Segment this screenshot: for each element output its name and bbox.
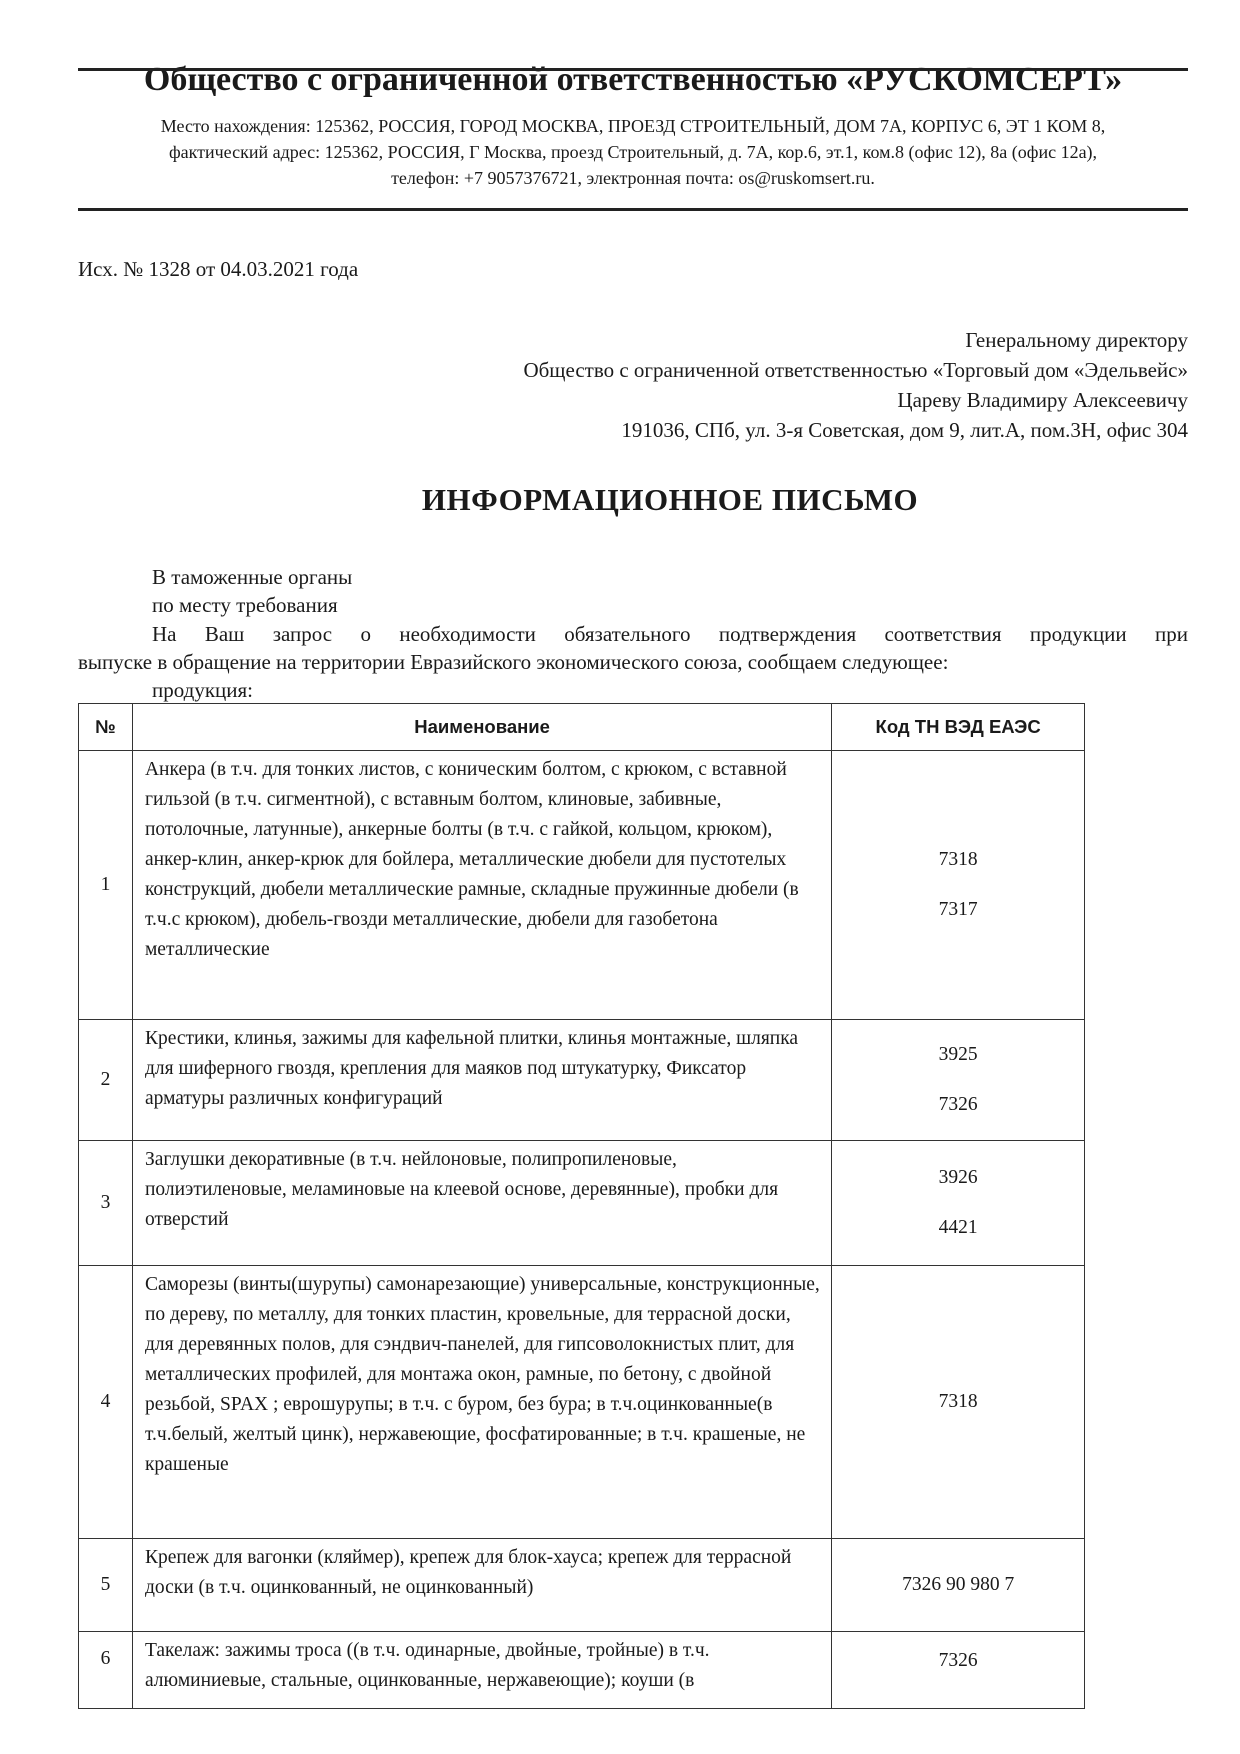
header-top-rule xyxy=(78,68,1188,71)
table-row xyxy=(79,1020,1085,1141)
hs-code: 7326 xyxy=(938,1650,978,1671)
header-name: Наименование xyxy=(132,704,831,751)
actual-address: фактический адрес: 125362, РОССИЯ, Г Москва, проезд Строительный, д. 7А, кор.6, эт.1, ком.8 (офис 12), 8а (офис 12а), xyxy=(168,142,1098,162)
hs-code: 7326 90 980 7 xyxy=(902,1574,1015,1595)
header-bottom-rule xyxy=(78,208,1188,211)
hs-codes xyxy=(832,1539,1085,1632)
row-number: 1 xyxy=(79,751,133,1020)
addressee-address: 191036, СПб, ул. 3-я Советская, дом 9, лит.А, пом.3Н, офис 304 xyxy=(621,418,1188,442)
header-hs-code: Код ТН ВЭД ЕАЭС xyxy=(832,704,1085,751)
table-row xyxy=(79,1632,1085,1709)
hs-code: 3925 xyxy=(938,1044,978,1065)
table-row xyxy=(79,1141,1085,1266)
recipient-line-2: по месту требования xyxy=(152,593,338,617)
row-number: 5 xyxy=(79,1539,133,1632)
addressee-position: Генеральному директору xyxy=(965,328,1188,352)
row-number: 6 xyxy=(79,1632,133,1709)
products-table xyxy=(78,703,1085,1709)
row-number: 2 xyxy=(79,1020,133,1141)
product-name: Саморезы (винты(шурупы) самонарезающие) универсальные, конструкционные, по дереву, по металлу, для тонких пластин, кровельные, для террасной доски, для деревянных полов, для сэндвич-панелей, для гипсоволокнистых плит, для металлических профилей, для монтажа окон, рамные, по бетону, с двойной резьбой, SPAX ; еврошурупы; в т.ч. с буром, без бура; в т.ч.оцинкованные(в т.ч.белый, желтый цинк), нержавеющие, фосфатированные; в т.ч. крашеные, не крашеные xyxy=(132,1266,831,1539)
hs-code: 7317 xyxy=(938,899,978,920)
table-row xyxy=(79,751,1085,1020)
outgoing-reference: Исх. № 1328 от 04.03.2021 года xyxy=(78,257,359,281)
contacts: телефон: +7 9057376721, электронная почта: os@ruskomsert.ru. xyxy=(391,168,875,188)
recipient-line-1: В таможенные органы xyxy=(152,565,353,589)
hs-codes xyxy=(832,751,1085,1020)
addressee-name: Цареву Владимиру Алексеевичу xyxy=(897,388,1188,412)
product-name: Такелаж: зажимы троса ((в т.ч. одинарные, двойные, тройные) в т.ч. алюминиевые, стальные, оцинкованные, нержавеющие); коуши (в xyxy=(132,1632,831,1709)
request-paragraph-line-1: На Ваш запрос о необходимости обязательного подтверждения соответствия продукции при xyxy=(152,622,1188,646)
hs-codes xyxy=(832,1141,1085,1266)
document-title: ИНФОРМАЦИОННОЕ ПИСЬМО xyxy=(421,482,919,517)
table-row xyxy=(79,1266,1085,1539)
row-number: 3 xyxy=(79,1141,133,1266)
product-name: Анкера (в т.ч. для тонких листов, с коническим болтом, с крюком, с вставной гильзой (в т.ч. сигментной), с вставным болтом, клиновые, забивные, потолочные, латунные), анкерные болты (в т.ч. с гайкой, кольцом, крюком), анкер-клин, анкер-крюк для бойлера, металлические дюбели для пустотелых конструкций, дюбели металлические рамные, складные пружинные дюбели (в т.ч.с крюком), дюбель-гвозди металлические, дюбели для газобетона металлические xyxy=(132,751,831,1020)
header-number: № xyxy=(79,704,133,751)
hs-code: 4421 xyxy=(938,1217,978,1238)
product-name: Крепеж для вагонки (кляймер), крепеж для блок-хауса; крепеж для террасной доски (в т.ч. оцинкованный, не оцинкованный) xyxy=(132,1539,831,1632)
hs-code: 7318 xyxy=(938,849,978,870)
hs-code: 7318 xyxy=(938,1391,978,1412)
row-number: 4 xyxy=(79,1266,133,1539)
products-label: продукция: xyxy=(152,678,253,702)
hs-code: 7326 xyxy=(938,1094,978,1115)
request-paragraph-line-2: выпуске в обращение на территории Евразийского экономического союза, сообщаем следующее: xyxy=(78,650,949,674)
hs-code: 3926 xyxy=(938,1167,978,1188)
hs-codes xyxy=(832,1266,1085,1539)
product-name: Крестики, клинья, зажимы для кафельной плитки, клинья монтажные, шляпка для шиферного гвоздя, крепления для маяков под штукатурку, Фиксатор арматуры различных конфигураций xyxy=(132,1020,831,1141)
hs-codes xyxy=(832,1632,1085,1709)
table-header-row xyxy=(79,704,1085,751)
hs-codes xyxy=(832,1020,1085,1141)
legal-address: Место нахождения: 125362, РОССИЯ, ГОРОД МОСКВА, ПРОЕЗД СТРОИТЕЛЬНЫЙ, ДОМ 7А, КОРПУС 6, ЭТ 1 КОМ 8, xyxy=(160,116,1106,136)
table-row xyxy=(79,1539,1085,1632)
product-name: Заглушки декоративные (в т.ч. нейлоновые, полипропиленовые, полиэтиленовые, меламиновые на клеевой основе, деревянные), пробки для отверстий xyxy=(132,1141,831,1266)
addressee-company: Общество с ограниченной ответственностью «Торговый дом «Эдельвейс» xyxy=(523,358,1188,382)
company-name: Общество с ограниченной ответственностью «РУСКОМСЕРТ» xyxy=(143,61,1123,98)
